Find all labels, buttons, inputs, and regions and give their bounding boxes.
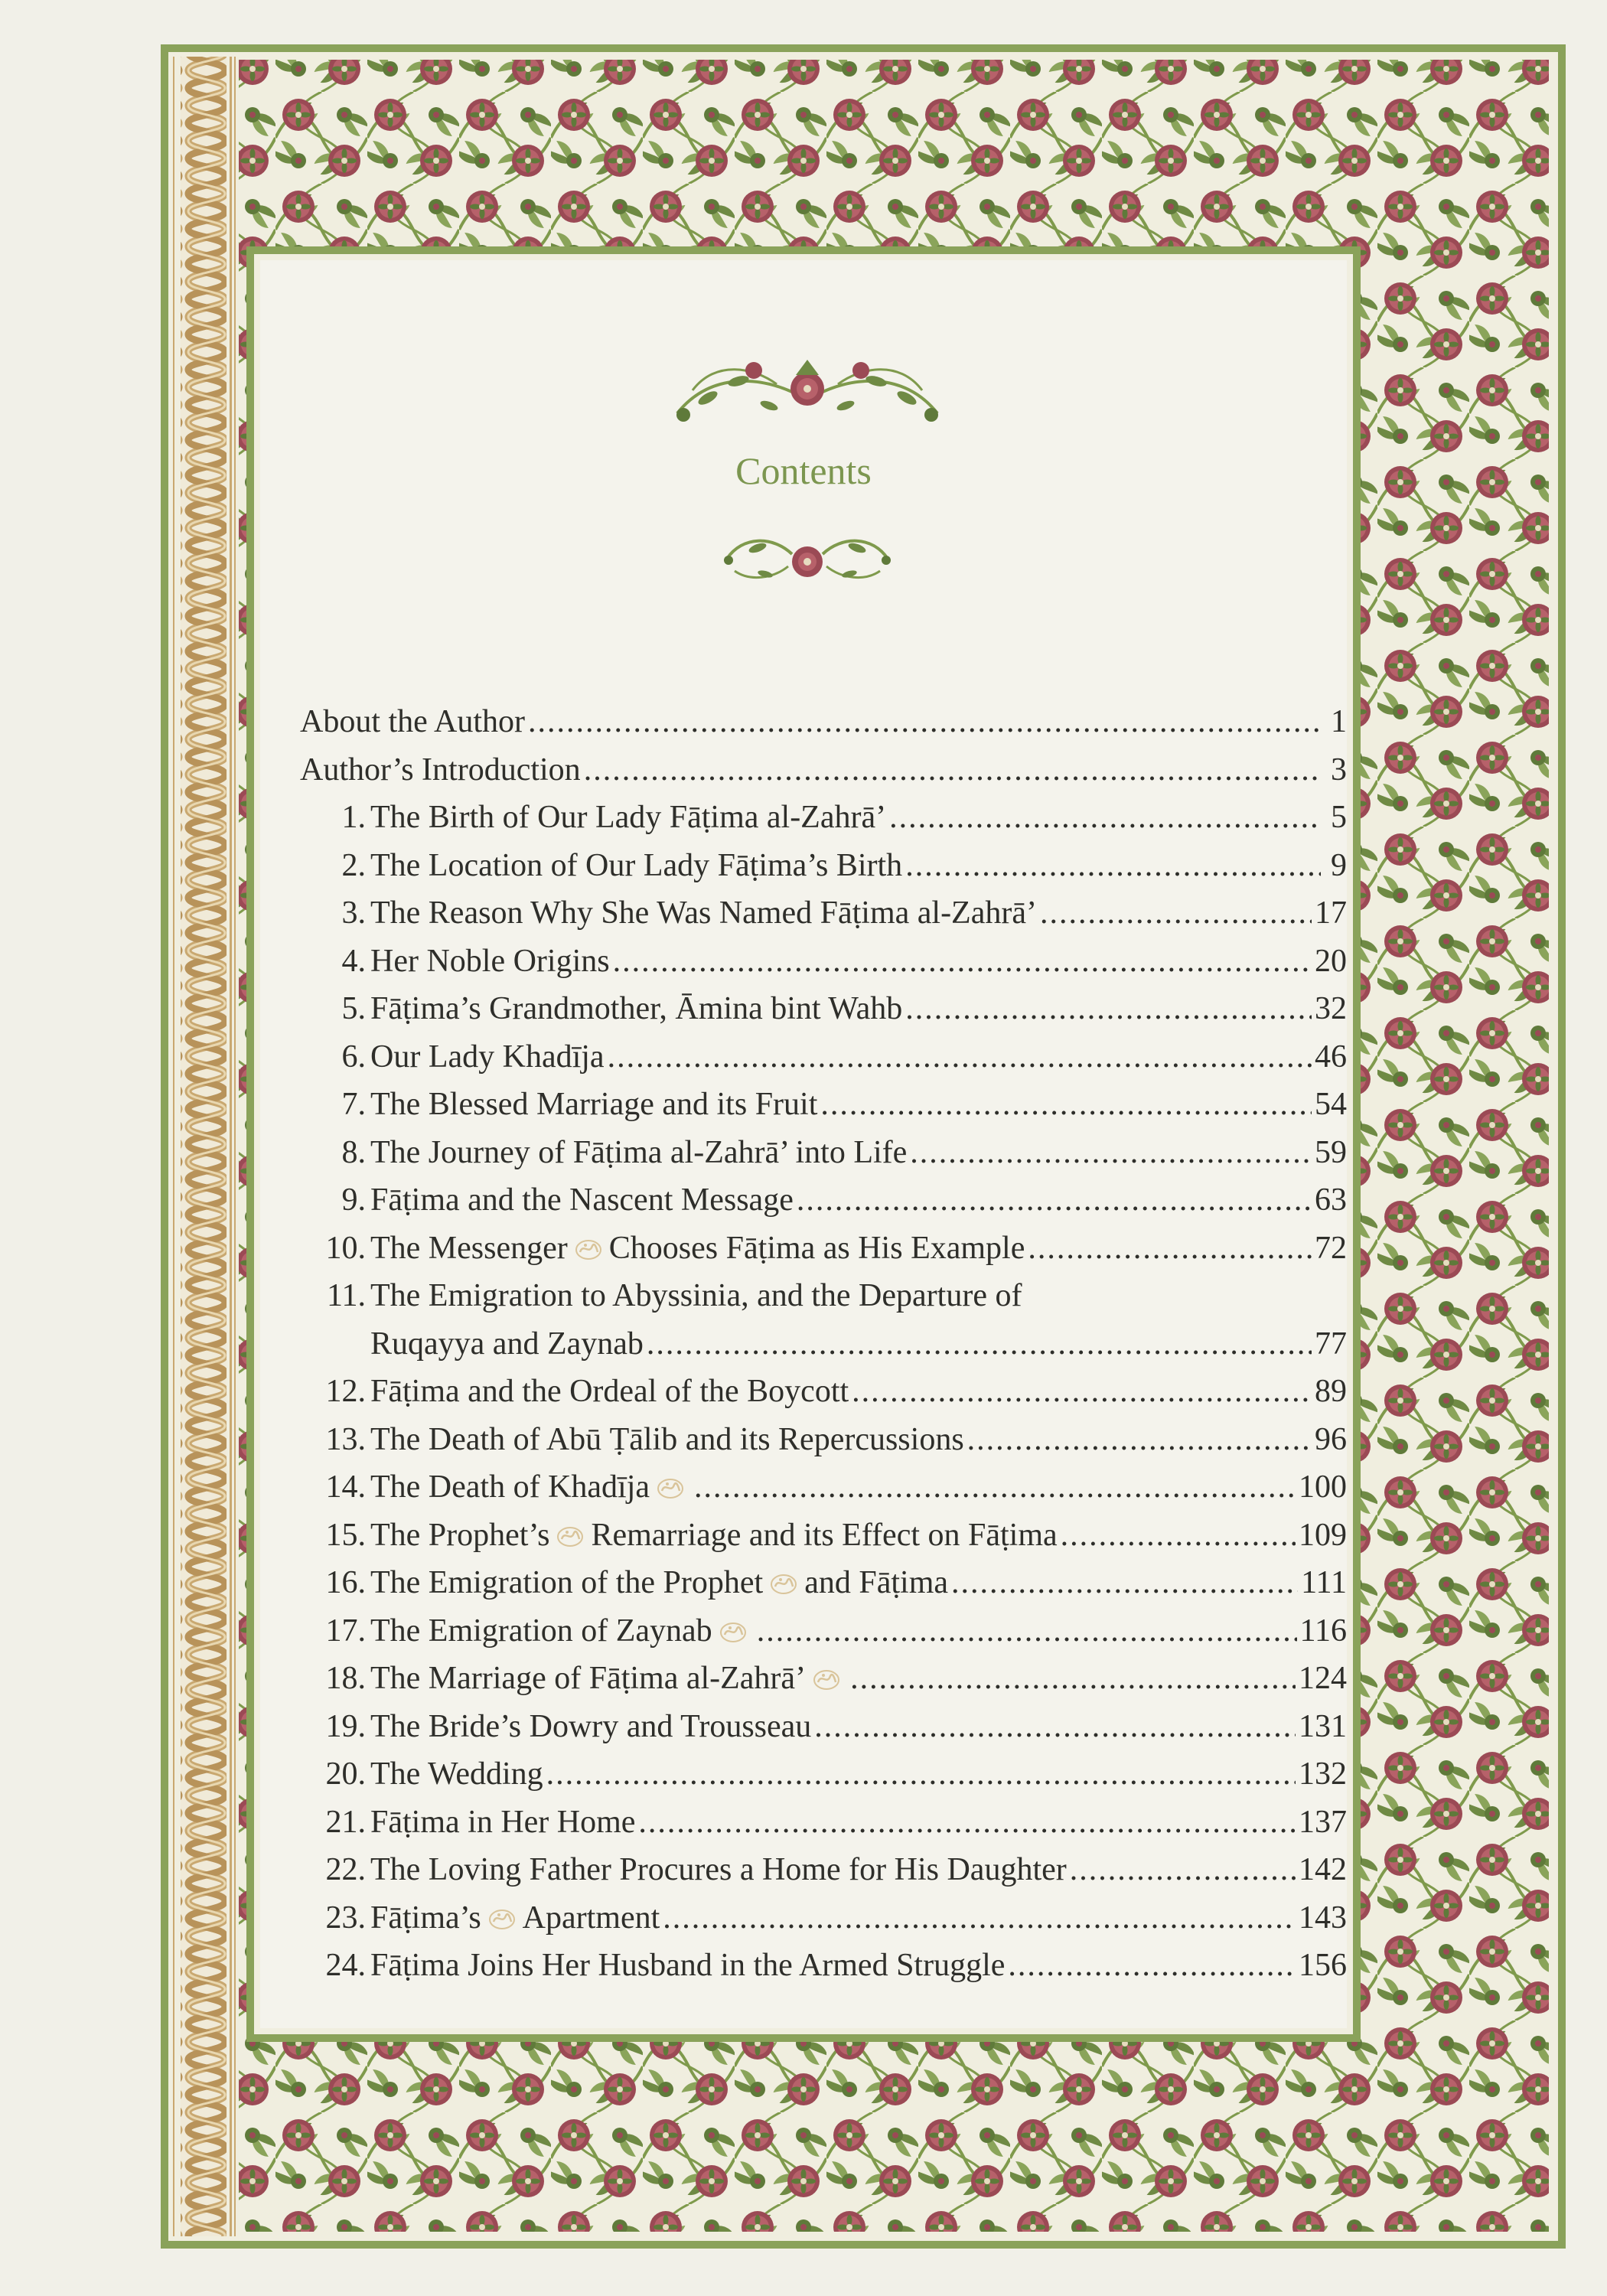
toc-entry-number: 22. [325,1852,366,1887]
toc-entry[interactable] [300,1942,1347,1990]
honorific-calligraphy-icon [719,1621,748,1644]
toc-entry-number: 11. [327,1278,366,1313]
leader-dots [1040,889,1312,938]
leader-dots [951,1559,1298,1607]
floral-ornament-bottom [719,528,895,589]
toc-entry-number: 7. [341,1087,366,1122]
toc-entry-page: 46 [1315,1039,1347,1075]
toc-entry-page: 1 [1331,704,1347,739]
toc-entry-title [370,1607,754,1655]
toc-entry-title-part: Fāṭima’s [370,1900,481,1936]
leader-dots [814,1703,1296,1751]
toc-entry-number: 1. [341,800,366,835]
leader-dots [638,1799,1296,1847]
toc-entry[interactable] [300,1081,1347,1129]
honorific-calligraphy-icon [769,1573,798,1596]
leader-dots [905,842,1321,890]
toc-entry-title-part: The Marriage of Fāṭima al-Zahrā’ [370,1661,807,1696]
toc-entry-title-part: Chooses Fāṭima as His Example [608,1230,1025,1266]
leader-dots [528,698,1321,746]
toc-entry-number: 5. [341,991,366,1026]
honorific-calligraphy-icon [487,1908,517,1931]
toc-entry-title: The Wedding [370,1756,543,1792]
toc-entry-page: 72 [1315,1230,1347,1266]
toc-entry-title [370,1512,1058,1560]
leader-dots [1028,1225,1312,1273]
toc-entry-title-part: The Death of Khadīja [370,1469,650,1505]
leader-dots [910,1129,1312,1177]
toc-entry[interactable] [300,1799,1347,1847]
toc-entry[interactable] [300,698,1347,746]
toc-entry-title: The Birth of Our Lady Fāṭima al-Zahrā’ [370,800,887,835]
contents-panel [260,260,1347,2028]
leader-dots [1061,1512,1296,1560]
toc-entry-page: 3 [1331,752,1347,788]
toc-entry-title: The Death of Abū Ṭālib and its Repercussions [370,1421,964,1457]
toc-entry-title-part: The Messenger [370,1230,568,1266]
toc-entry-number: 21. [325,1804,366,1840]
toc-entry-page: 109 [1299,1517,1347,1553]
toc-entry[interactable] [300,1607,1347,1655]
toc-entry-number: 8. [341,1134,366,1170]
toc-entry-page: 100 [1299,1469,1347,1505]
leader-dots [757,1607,1297,1655]
leader-dots [797,1176,1312,1225]
toc-entry-title-part: and Fāṭima [804,1565,949,1600]
toc-entry-title [370,1894,660,1942]
toc-entry-title-line2: Ruqayya and Zaynab [370,1326,644,1362]
toc-entry-number: 20. [325,1756,366,1792]
toc-entry[interactable] [300,1033,1347,1081]
toc-entry[interactable] [300,1416,1347,1464]
leader-dots [1070,1846,1296,1894]
toc-entry[interactable] [300,1846,1347,1894]
toc-entry-title: The Journey of Fāṭima al-Zahrā’ into Life [370,1134,908,1170]
honorific-calligraphy-icon [574,1238,603,1261]
toc-entry-number: 24. [325,1948,366,1983]
toc-entry-page: 17 [1315,895,1347,931]
toc-entry-title: The Blessed Marriage and its Fruit [370,1087,818,1122]
toc-entry-page: 111 [1301,1565,1347,1600]
toc-entry[interactable] [300,1272,1347,1320]
toc-entry-title: Fāṭima in Her Home [370,1804,636,1840]
toc-entry-number: 13. [325,1421,366,1457]
toc-entry[interactable] [300,1176,1347,1225]
toc-entry[interactable] [300,938,1347,986]
honorific-calligraphy-icon [812,1668,841,1691]
toc-entry-page: 96 [1315,1421,1347,1457]
leader-dots [647,1320,1312,1368]
toc-entry-number: 19. [325,1708,366,1744]
leader-dots [584,746,1321,794]
toc-entry[interactable] [300,1703,1347,1751]
toc-entry[interactable] [300,1559,1347,1607]
leader-dots [967,1416,1312,1464]
toc-entry-number: 14. [325,1469,366,1505]
toc-entry-number: 15. [325,1517,366,1553]
toc-entry-number: 23. [325,1900,366,1936]
toc-entry-title: The Reason Why She Was Named Fāṭima al-Zahrā’ [370,895,1037,931]
toc-entry-number: 18. [325,1661,366,1696]
toc-entry-title-part: Remarriage and its Effect on Fāṭima [591,1517,1058,1553]
toc-entry-page: 63 [1315,1182,1347,1218]
toc-entry-title: The Location of Our Lady Fāṭima’s Birth [370,847,903,883]
honorific-calligraphy-icon [656,1477,685,1500]
toc-entry-page: 77 [1315,1326,1347,1362]
toc-entry-title: Our Lady Khadīja [370,1039,605,1075]
leader-dots [889,794,1321,842]
toc-entry-page: 156 [1299,1948,1347,1983]
toc-entry[interactable] [300,746,1347,794]
leader-dots [820,1081,1312,1129]
toc-entry[interactable] [300,889,1347,938]
leader-dots [546,1750,1296,1799]
toc-entry-number: 9. [341,1182,366,1218]
toc-entry-continuation[interactable] [300,1320,1347,1368]
toc-entry[interactable] [300,842,1347,890]
toc-entry-title-part: The Emigration of the Prophet [370,1565,764,1600]
toc-entry-title: Fāṭima and the Nascent Message [370,1182,794,1218]
toc-entry-page: 143 [1299,1900,1347,1936]
toc-entry[interactable] [300,1225,1347,1273]
toc-entry[interactable] [300,1129,1347,1177]
honorific-calligraphy-icon [556,1525,585,1548]
toc-entry[interactable] [300,1463,1347,1512]
toc-entry-title-part: The Prophet’s [370,1517,550,1553]
leader-dots [852,1368,1312,1416]
leader-dots [1008,1942,1296,1990]
toc-entry-title: Fāṭima Joins Her Husband in the Armed Struggle [370,1948,1006,1983]
toc-entry-title: About the Author [300,704,525,739]
toc-entry-title-part: Apartment [522,1900,660,1936]
leader-dots [694,1463,1296,1512]
toc-entry[interactable] [300,1655,1347,1703]
toc-entry-title [370,1559,948,1607]
toc-entry-number: 3. [341,895,366,931]
toc-entry-title-part: The Emigration of Zaynab [370,1613,712,1649]
toc-entry-page: 132 [1299,1756,1347,1792]
toc-entry-title [370,1655,847,1703]
toc-entry-title: Fāṭima and the Ordeal of the Boycott [370,1374,849,1409]
toc-entry[interactable] [300,1512,1347,1560]
toc-entry[interactable] [300,794,1347,842]
toc-entry-number: 4. [341,943,366,979]
toc-entry[interactable] [300,1368,1347,1416]
toc-entry-title: Fāṭima’s Grandmother, Āmina bint Wahb [370,991,903,1026]
toc-entry-title: Her Noble Origins [370,943,610,979]
page-title: Contents [735,449,872,492]
table-of-contents [300,698,1347,1990]
toc-entry-page: 116 [1299,1613,1347,1649]
toc-entry-page: 5 [1331,800,1347,835]
toc-entry-title-line1: The Emigration to Abyssinia, and the Departure of [370,1278,1022,1313]
toc-entry-number: 2. [341,847,366,883]
toc-entry-title: The Loving Father Procures a Home for His Daughter [370,1852,1067,1887]
toc-entry[interactable] [300,985,1347,1033]
toc-entry-page: 54 [1315,1087,1347,1122]
toc-entry[interactable] [300,1750,1347,1799]
toc-entry-title: Author’s Introduction [300,752,581,788]
toc-entry-page: 137 [1299,1804,1347,1840]
toc-entry-title [370,1225,1025,1273]
toc-entry-page: 20 [1315,943,1347,979]
toc-entry-number: 10. [325,1230,366,1266]
toc-entry-page: 124 [1299,1661,1347,1696]
leader-dots [850,1655,1296,1703]
toc-entry-page: 142 [1299,1852,1347,1887]
toc-entry-number: 6. [341,1039,366,1075]
leader-dots [613,938,1312,986]
toc-entry-page: 32 [1315,991,1347,1026]
toc-entry-title [370,1463,691,1512]
toc-entry-number: 17. [325,1613,366,1649]
toc-entry-number: 16. [325,1565,366,1600]
toc-entry-number: 12. [325,1374,366,1409]
toc-entry-page: 89 [1315,1374,1347,1409]
floral-ornament-top [662,344,953,429]
toc-entry-page: 59 [1315,1134,1347,1170]
leader-dots [905,985,1312,1033]
leader-dots [663,1894,1296,1942]
leader-dots [608,1033,1312,1081]
toc-entry-page: 131 [1299,1708,1347,1744]
toc-entry-title: The Bride’s Dowry and Trousseau [370,1708,812,1744]
toc-entry-page: 9 [1331,847,1347,883]
toc-entry[interactable] [300,1894,1347,1942]
